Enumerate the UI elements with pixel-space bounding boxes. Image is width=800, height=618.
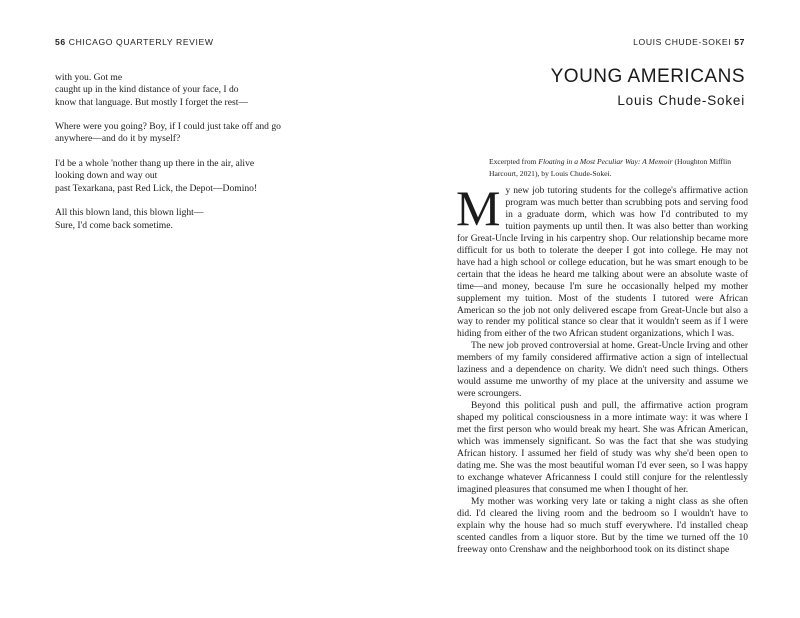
body-paragraph (457, 497, 748, 557)
poem-line: I'd be a whole 'nother thang up there in the air, alive (55, 158, 255, 170)
journal-name: CHICAGO QUARTERLY REVIEW (68, 37, 214, 47)
drop-cap: M (456, 180, 501, 236)
book-title: Floating in a Most Peculiar Way: A Memoir (538, 157, 673, 166)
poem-stanza (55, 121, 355, 146)
body-paragraph (457, 401, 748, 497)
paragraph-text: The new job proved controversial at home. Great-Uncle Irving and other members of my family considered affirmative action a sign of intellectual laziness and a dependence on charity. We didn't need such things. Others would assume me unworthy of my place at the university and assume we were scroungers. (457, 341, 748, 400)
right-running-head (633, 37, 745, 47)
excerpt-prefix: Excerpted from (489, 157, 539, 166)
article-body (456, 180, 748, 557)
author-running-head: LOUIS CHUDE-SOKEI (633, 37, 732, 47)
right-folio: 57 (734, 37, 745, 47)
paragraph-text: y new job tutoring students for the college's affirmative action program was much better than scrubbing pots and serving food in a graduate dorm, which was how I'd contributed to my tuition payments up until then. It was also better than working for Great-Uncle Irving in his carpentry shop. Our relationship became more difficult for us both to tolerate the deeper I got into college. He may not have had a high school or college education, but he was smart enough to be certain that the ideas he heard me talking about were an absolute waste of time—and money, because I'm sure he occasionally helped my mother supplement my tuition. Most of the students I tutored were African American so the job not only delivered escape from Great-Uncle but also a way to render my political stance so clear that it wouldn't seem as if I were hiding from either of the two African student organizations, which I was. (457, 186, 748, 340)
poem-line: with you. Got me (55, 72, 123, 83)
body-paragraph (456, 180, 748, 341)
article-author: Louis Chude-Sokei (617, 93, 745, 108)
body-paragraph (457, 341, 748, 401)
poem-line: Sure, I'd come back sometime. (55, 219, 173, 231)
poem-stanza (55, 72, 355, 109)
right-page (400, 0, 800, 618)
poem (55, 72, 355, 244)
left-folio: 56 (55, 37, 66, 47)
poem-line: caught up in the kind distance of your face, I do (55, 84, 239, 96)
poem-stanza (55, 158, 355, 195)
poem-line: looking down and way out (55, 170, 158, 182)
poem-stanza (55, 207, 355, 232)
poem-line: past Texarkana, past Red Lick, the Depot—Domino! (55, 182, 258, 194)
paragraph-text: Beyond this political push and pull, the affirmative action program shaped my political consciousness in a more intimate way: it was where I met the first person who would break my heart. She was African American, which was immensely significant. So was the fact that she was studying African history. I assumed her field of study was why she'd been open to dating me. She was the most beautiful woman I'd ever seen, so I was happy to exchange whatever Africanness I could still conjure for the relentlessly imagined pleasures that consumed me when I thought of her. (457, 401, 748, 495)
poem-line: anywhere—and do it by myself? (55, 133, 181, 145)
poem-line: All this blown land, this blown light— (55, 207, 204, 219)
article-title: YOUNG AMERICANS (550, 66, 745, 87)
poem-line: Where were you going? Boy, if I could just take off and go (55, 121, 281, 133)
paragraph-text: My mother was working very late or taking a night class as she often did. I'd cleared the living room and the bedroom so I wouldn't have to explain why the house had so much stuff everywhere. I'd installed cheap scented candles from a liquor store. But by the time we turned off the 10 freeway onto Crenshaw and the neighborhood took on its distinct shape (457, 496, 748, 555)
left-running-head (55, 37, 214, 47)
poem-line: know that language. But mostly I forget the rest— (55, 96, 248, 108)
excerpt-note (489, 156, 749, 179)
excerpt-suffix: (Houghton Mifflin Harcourt, 2021), by Louis Chude-Sokei. (489, 157, 732, 178)
